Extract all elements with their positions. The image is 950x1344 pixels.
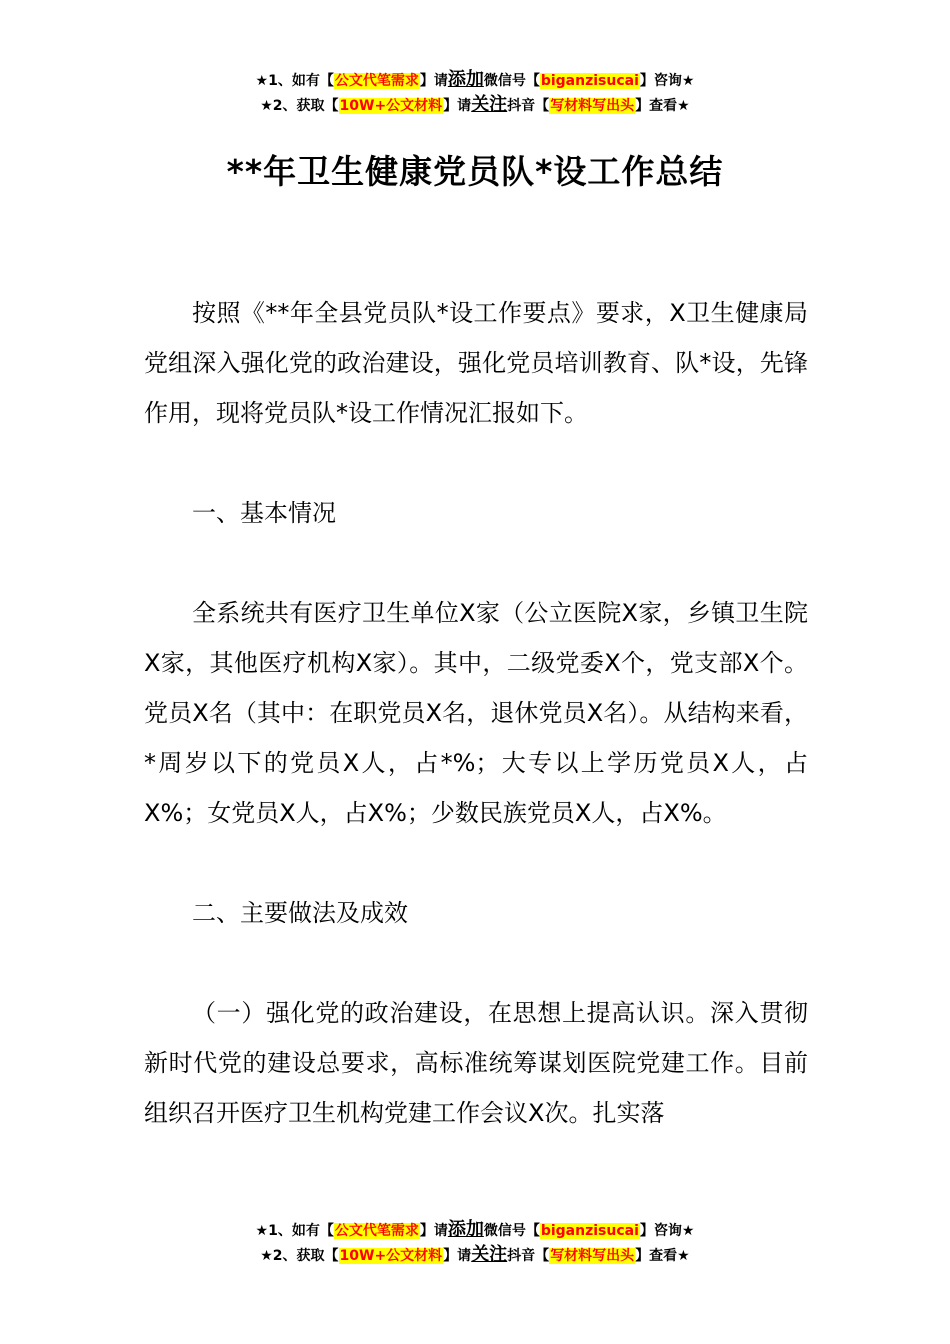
banner-text: 】请 bbox=[443, 1248, 472, 1264]
banner-text: ★2、获取【 bbox=[260, 1248, 339, 1264]
header-banner bbox=[0, 68, 950, 118]
section-heading-basic: 一、基本情况 bbox=[192, 499, 336, 527]
banner-line-1 bbox=[0, 68, 950, 93]
document-body bbox=[144, 288, 808, 1138]
banner-text: 】请 bbox=[443, 98, 472, 114]
banner-emphasis: 添加 bbox=[447, 69, 484, 90]
banner-highlight: 10W+公文材料 bbox=[339, 98, 443, 114]
banner-text: 抖音【 bbox=[507, 98, 550, 114]
paragraph-basic-info: 全系统共有医疗卫生单位X家（公立医院X家，乡镇卫生院X家，其他医疗机构X家）。其中，二级党委X个，党支部X个。党员X名（其中：在职党员X名，退休党员X名）。从结构来看，*周岁以下的党员X人，占*%；大专以上学历党员X人，占X%；女党员X人，占X%；少数民族党员X人，占X%。 bbox=[144, 599, 808, 827]
banner-emphasis: 添加 bbox=[447, 1219, 484, 1240]
banner-line-2 bbox=[0, 93, 950, 118]
document-title: **年卫生健康党员队*设工作总结 bbox=[226, 152, 724, 191]
banner-highlight: biganzisucai bbox=[540, 73, 639, 89]
banner-text: ★1、如有【 bbox=[255, 1223, 334, 1239]
banner-highlight: 10W+公文材料 bbox=[339, 1248, 443, 1264]
banner-highlight: 写材料写出头 bbox=[550, 1248, 635, 1264]
banner-text: 】查看★ bbox=[635, 1248, 690, 1264]
banner-highlight: biganzisucai bbox=[540, 1223, 639, 1239]
paragraph-intro: 按照《**年全县党员队*设工作要点》要求，X卫生健康局党组深入强化党的政治建设，强化党员培训教育、队*设，先锋作用，现将党员队*设工作情况汇报如下。 bbox=[144, 299, 808, 427]
banner-text: 】请 bbox=[419, 1223, 448, 1239]
banner-emphasis: 关注 bbox=[471, 1244, 508, 1265]
banner-highlight: 公文代笔需求 bbox=[334, 1223, 419, 1239]
banner-text: 抖音【 bbox=[507, 1248, 550, 1264]
banner-highlight: 公文代笔需求 bbox=[334, 73, 419, 89]
footer-banner bbox=[0, 1218, 950, 1268]
banner-text: 】请 bbox=[419, 73, 448, 89]
banner-text: 】咨询★ bbox=[639, 73, 695, 89]
banner-text: 】咨询★ bbox=[639, 1223, 695, 1239]
banner-text: 】查看★ bbox=[635, 98, 690, 114]
banner-text: 微信号【 bbox=[483, 1223, 540, 1239]
paragraph-section-1: （一）强化党的政治建设，在思想上提高认识。深入贯彻新时代党的建设总要求，高标准统筹谋划医院党建工作。目前组织召开医疗卫生机构党建工作会议X次。扎实落 bbox=[144, 999, 808, 1127]
banner-line-2 bbox=[0, 1243, 950, 1268]
section-heading-measures: 二、主要做法及成效 bbox=[192, 899, 408, 927]
banner-highlight: 写材料写出头 bbox=[550, 98, 635, 114]
banner-emphasis: 关注 bbox=[471, 94, 508, 115]
banner-text: ★2、获取【 bbox=[260, 98, 339, 114]
banner-text: 微信号【 bbox=[483, 73, 540, 89]
banner-line-1 bbox=[0, 1218, 950, 1243]
banner-text: ★1、如有【 bbox=[255, 73, 334, 89]
